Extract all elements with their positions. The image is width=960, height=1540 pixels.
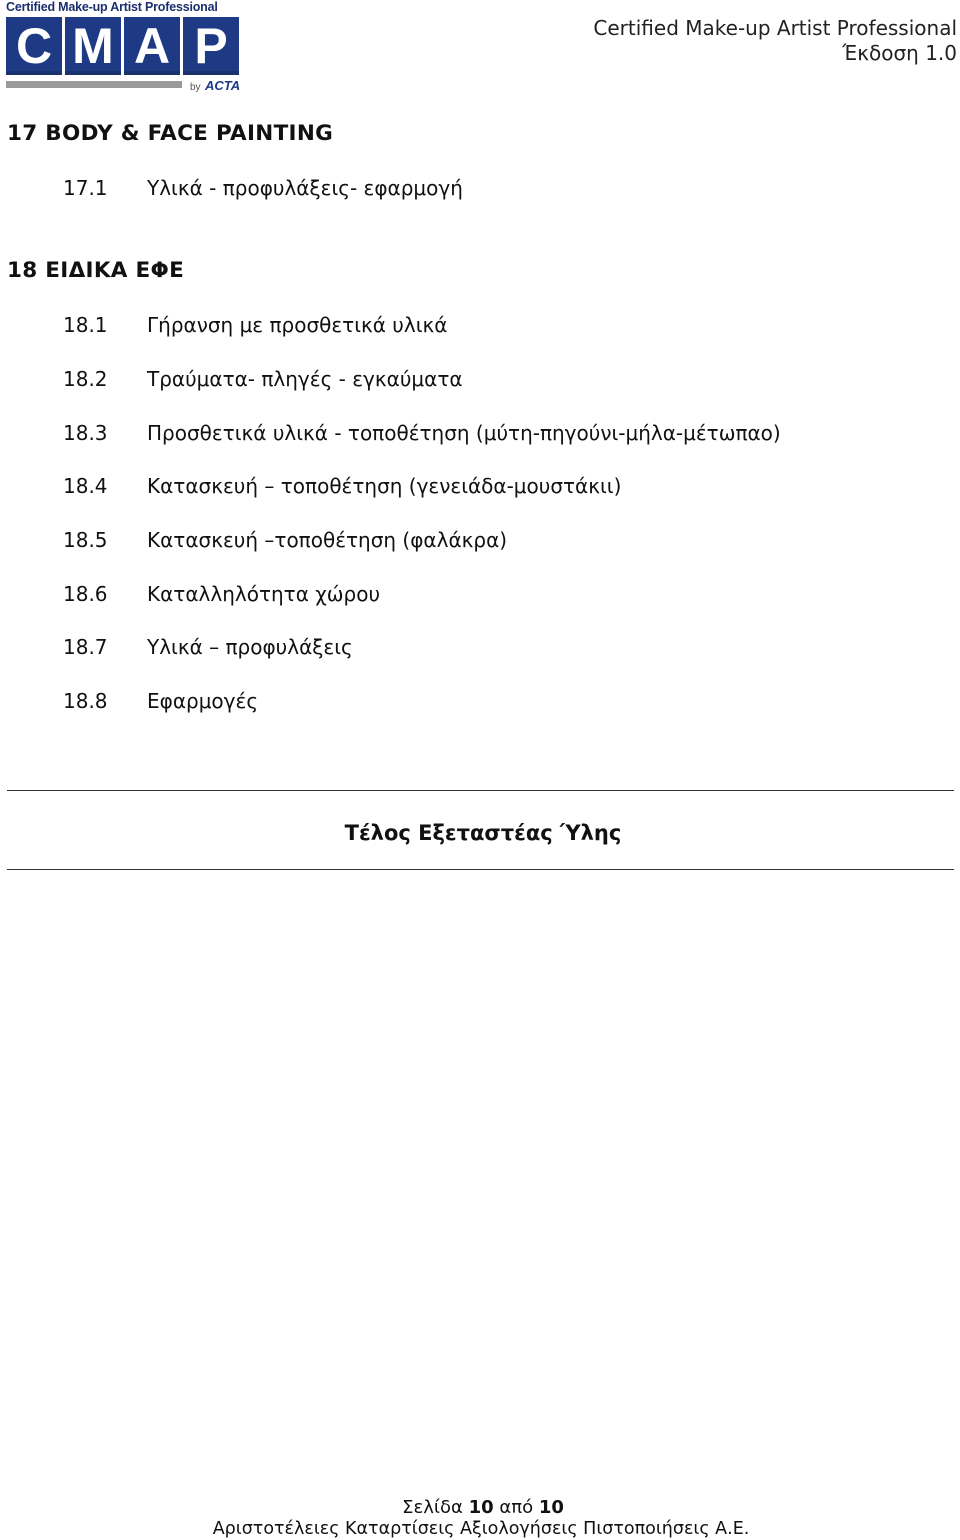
logo-brand-acta: ACTA: [205, 78, 241, 93]
header-title: Certified Make-up Artist Professional: [593, 16, 957, 40]
header-info: [593, 16, 957, 66]
logo-letter-p: P: [183, 17, 239, 75]
cmap-logo: [6, 0, 246, 92]
logo-letter-a: A: [124, 17, 180, 75]
toc-item-text: Εφαρμογές: [147, 689, 259, 713]
toc-item-number: 18.1: [63, 313, 108, 337]
toc-item-number: 18.2: [63, 367, 108, 391]
toc-item-text: Κατασκευή – τοποθέτηση (γενειάδα-μουστάκιι): [147, 474, 622, 498]
page-counter: [0, 1497, 960, 1518]
logo-underline-bar: [6, 81, 182, 88]
end-of-syllabus-title: Τέλος Εξεταστέας Ύλης: [344, 821, 622, 845]
logo-letter-c: C: [6, 17, 62, 75]
logo-byline: [190, 77, 240, 95]
toc-item-text: Γήρανση με προσθετικά υλικά: [147, 313, 448, 337]
toc-item-text: Υλικά – προφυλάξεις: [147, 635, 353, 659]
toc-item-text: Κατασκευή –τοποθέτηση (φαλάκρα): [147, 528, 508, 552]
divider-top: [7, 790, 954, 791]
toc-item-text: Καταλληλότητα χώρου: [147, 582, 381, 606]
toc-item-number: 18.5: [63, 528, 108, 552]
page-label: Σελίδα: [402, 1497, 463, 1518]
page-current: 10: [468, 1497, 494, 1518]
footer-company-name: Αριστοτέλειες Καταρτίσεις Αξιολογήσεις Πιστοποιήσεις Α.Ε.: [212, 1519, 750, 1539]
section-heading-17: 17 BODY & FACE PAINTING: [7, 121, 334, 146]
logo-by-text: by: [190, 82, 201, 93]
toc-item-number: 18.8: [63, 689, 108, 713]
page-of-label: από: [499, 1497, 534, 1518]
logo-caption: Certified Make-up Artist Professional: [6, 0, 218, 14]
toc-item-number: 17.1: [63, 176, 108, 200]
divider-bottom: [7, 869, 954, 870]
section-heading-18: 18 ΕΙΔΙΚΑ ΕΦΕ: [7, 258, 185, 283]
toc-item-number: 18.3: [63, 421, 108, 445]
toc-item-text: Τραύματα- πληγές - εγκαύματα: [147, 367, 463, 391]
logo-letters: [6, 17, 239, 75]
logo-letter-m: M: [65, 17, 121, 75]
toc-item-number: 18.7: [63, 635, 108, 659]
toc-item-text: Προσθετικά υλικά - τοποθέτηση (μύτη-πηγούνι-μήλα-μέτωπαο): [147, 421, 781, 445]
toc-item-number: 18.4: [63, 474, 108, 498]
page-total: 10: [538, 1497, 564, 1518]
toc-item-text: Υλικά - προφυλάξεις- εφαρμογή: [147, 176, 463, 200]
header-version: Έκδοση 1.0: [842, 41, 957, 65]
toc-item-number: 18.6: [63, 582, 108, 606]
